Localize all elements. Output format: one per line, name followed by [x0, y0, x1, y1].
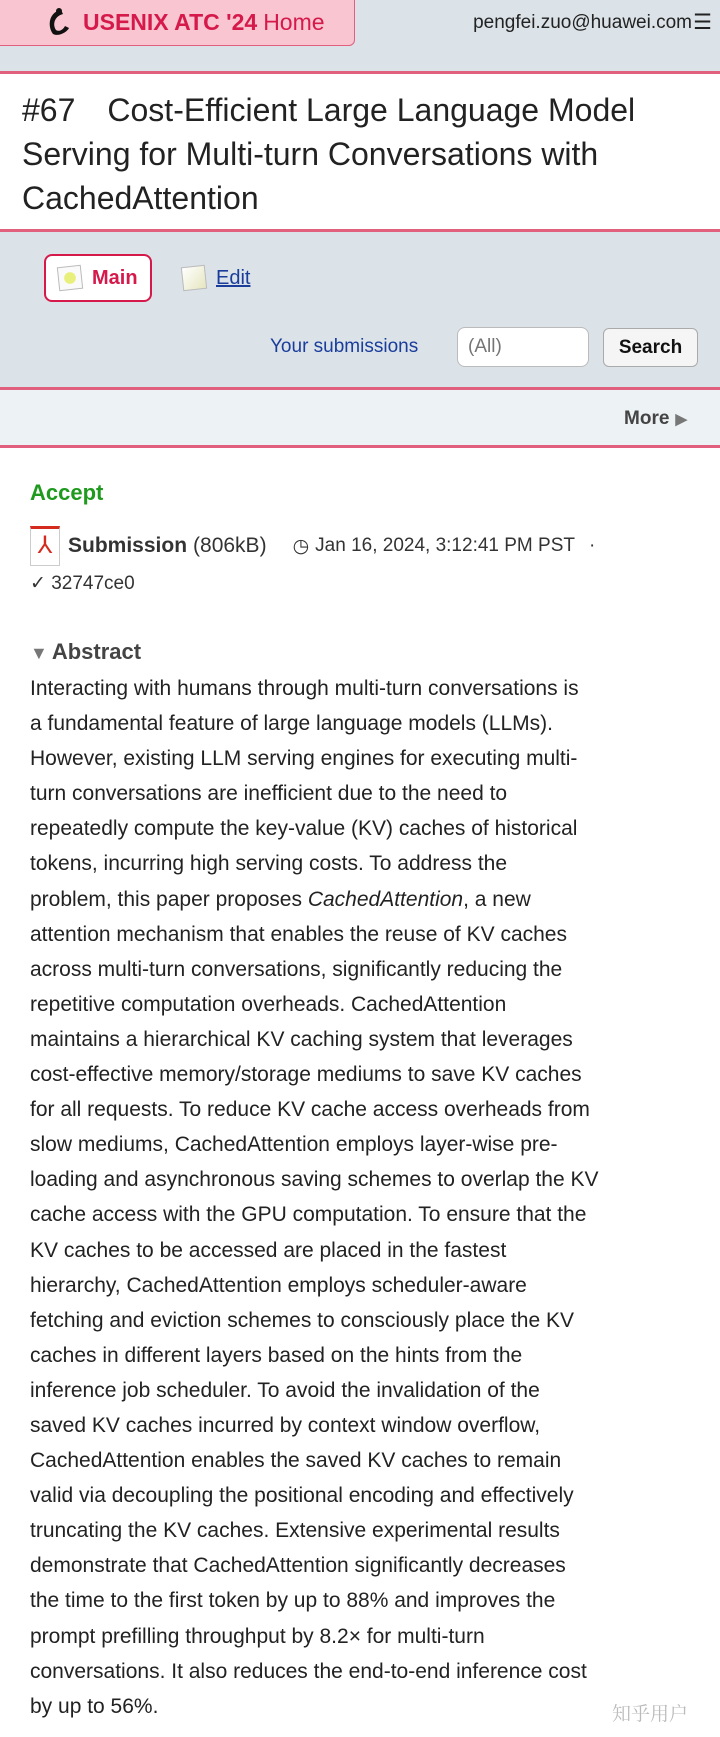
- home-link[interactable]: [0, 0, 355, 46]
- abstract-line: loading and asynchronous saving schemes to overlap the KV: [30, 1168, 599, 1192]
- abstract-segment: , a new: [463, 887, 531, 911]
- submission-row: [30, 526, 700, 566]
- abstract-segment: problem, this paper proposes: [30, 887, 308, 911]
- main-page-icon: [57, 265, 83, 291]
- abstract-line: across multi-turn conversations, significantly reducing the: [30, 957, 563, 981]
- user-email[interactable]: pengfei.zuo@huawei.com: [473, 12, 692, 33]
- home-conference-name: USENIX ATC '24: [83, 8, 258, 35]
- more-bar: [0, 390, 720, 448]
- search-button[interactable]: Search: [603, 328, 698, 367]
- abstract-line: [30, 882, 700, 917]
- abstract-line: cost-effective memory/storage mediums to save KV caches: [30, 1063, 582, 1087]
- pdf-icon[interactable]: ⅄: [30, 526, 60, 566]
- abstract-line: attention mechanism that enables the reuse of KV caches: [30, 922, 567, 946]
- abstract-line: fetching and eviction schemes to consciously place the KV: [30, 1308, 574, 1332]
- paper-nav: [0, 232, 720, 390]
- usenix-logo-icon: [41, 6, 73, 38]
- abstract-line: However, existing LLM serving engines for executing multi-: [30, 747, 578, 771]
- menu-icon[interactable]: ☰: [693, 11, 712, 34]
- checksum-icon: ✓: [30, 573, 46, 594]
- abstract-line: cache access with the GPU computation. To ensure that the: [30, 1203, 587, 1227]
- submission-size: (806kB): [193, 534, 267, 557]
- edit-tab[interactable]: [182, 266, 250, 290]
- more-label: More: [624, 408, 670, 429]
- submission-hash: 32747ce0: [51, 573, 135, 594]
- submission-timestamp: Jan 16, 2024, 3:12:41 PM PST: [315, 535, 575, 556]
- paper-header: [0, 74, 720, 232]
- abstract-line: tokens, incurring high serving costs. To address the: [30, 852, 508, 876]
- abstract-toggle[interactable]: [30, 639, 700, 665]
- abstract-line: by up to 56%.: [30, 1694, 159, 1718]
- abstract-text: [30, 671, 700, 1724]
- main-tab-label: Main: [92, 266, 138, 289]
- abstract-line: repetitive computation overheads. CachedAttention: [30, 992, 507, 1016]
- abstract-line: for all requests. To reduce KV cache access overheads from: [30, 1098, 590, 1122]
- abstract-line: a fundamental feature of large language models (LLMs).: [30, 712, 553, 736]
- decision-status: Accept: [30, 480, 104, 505]
- separator: ·: [589, 535, 596, 556]
- edit-tab-label: Edit: [216, 266, 251, 289]
- main-tab[interactable]: [44, 254, 152, 302]
- abstract-line: caches in different layers based on the hints from the: [30, 1343, 523, 1367]
- abstract-line: inference job scheduler. To avoid the invalidation of the: [30, 1378, 540, 1402]
- paper-content: [30, 480, 700, 1724]
- triangle-right-icon: ▶: [675, 411, 687, 428]
- your-submissions-link[interactable]: Your submissions: [270, 336, 419, 357]
- abstract-line: Interacting with humans through multi-turn conversations is: [30, 677, 579, 700]
- submission-link[interactable]: Submission: [68, 534, 188, 557]
- pencil-icon: [181, 265, 207, 291]
- abstract-emphasis: CachedAttention: [307, 887, 464, 911]
- abstract-line: demonstrate that CachedAttention significantly decreases: [30, 1554, 566, 1578]
- top-bar: [0, 0, 720, 74]
- search-input[interactable]: [457, 327, 589, 367]
- abstract-line: truncating the KV caches. Extensive experimental results: [30, 1519, 560, 1543]
- abstract-line: prompt prefilling throughput by 8.2× for multi-turn: [30, 1624, 485, 1648]
- abstract-line: CachedAttention enables the saved KV caches to remain: [30, 1449, 562, 1473]
- page-title: #67 Cost-Efficient Large Language Model Serving for Multi-turn Conversations with CachedAttention: [22, 92, 636, 216]
- abstract-line: conversations. It also reduces the end-to-end inference cost: [30, 1659, 587, 1683]
- clock-icon: ◷: [292, 535, 310, 557]
- abstract-line: repeatedly compute the key-value (KV) caches of historical: [30, 817, 578, 841]
- abstract-line: KV caches to be accessed are placed in the fastest: [30, 1238, 507, 1262]
- triangle-down-icon: ▼: [30, 643, 48, 663]
- abstract-line: valid via decoupling the positional encoding and effectively: [30, 1484, 574, 1508]
- more-button[interactable]: [624, 408, 687, 430]
- home-label: Home: [263, 8, 325, 35]
- abstract-line: saved KV caches incurred by context window overflow,: [30, 1413, 541, 1437]
- submission-hash-row: [30, 572, 700, 595]
- abstract-line: hierarchy, CachedAttention employs scheduler-aware: [30, 1273, 527, 1297]
- watermark: 知乎用户: [612, 1703, 689, 1725]
- abstract-line: turn conversations are inefficient due to the need to: [30, 782, 508, 806]
- abstract-heading: Abstract: [51, 639, 142, 664]
- abstract-line: the time to the first token by up to 88% and improves the: [30, 1589, 556, 1613]
- abstract-line: slow mediums, CachedAttention employs layer-wise pre-: [30, 1133, 558, 1157]
- abstract-line: maintains a hierarchical KV caching system that leverages: [30, 1027, 573, 1051]
